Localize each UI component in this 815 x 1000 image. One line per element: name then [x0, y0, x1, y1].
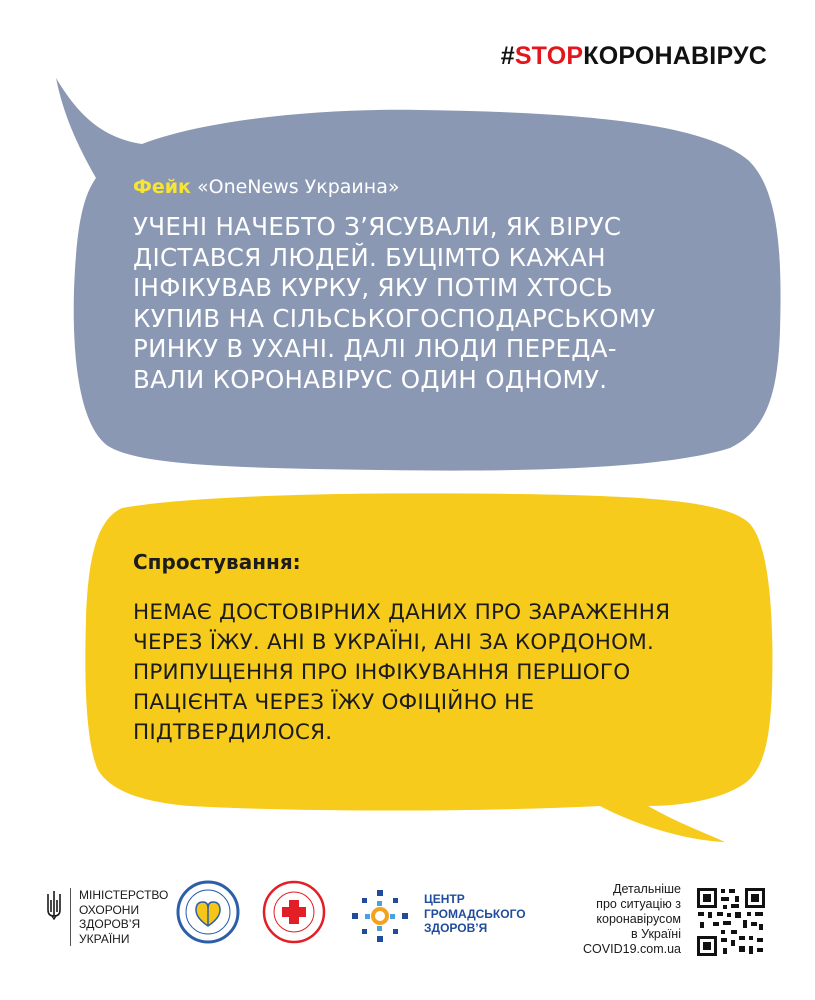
ministry-line: ОХОРОНИ	[79, 902, 140, 917]
fake-line: ВАЛИ КОРОНАВІРУС ОДИН ОДНОМУ.	[133, 364, 608, 394]
public-health-center-icon	[348, 888, 412, 944]
fake-label: Фейк	[133, 176, 191, 198]
debunk-line: ПІДТВЕРДИЛОСЯ.	[133, 720, 333, 745]
cgz-line: ГРОМАДСЬКОГО	[424, 906, 526, 921]
public-health-center-name	[424, 892, 526, 936]
hashtag-stop: STOP	[514, 42, 584, 70]
fake-source: «OneNews Украина»	[196, 176, 400, 198]
ministry-logo	[46, 888, 168, 946]
debunk-line: НЕМАЄ ДОСТОВІРНИХ ДАНИХ ПРО ЗАРАЖЕННЯ	[133, 600, 671, 625]
ministry-line: МІНІСТЕРСТВО	[79, 888, 169, 902]
debunk-line: ЧЕРЕЗ ЇЖУ. АНІ В УКРАЇНІ, АНІ ЗА КОРДОНОМ.	[133, 630, 655, 655]
qr-code-icon[interactable]	[695, 886, 767, 958]
fake-line: ДІСТАВСЯ ЛЮДЕЙ. БУЦІМТО КАЖАН	[133, 242, 606, 272]
ministry-line: УКРАЇНИ	[79, 931, 130, 946]
hashtag-prefix: #	[500, 42, 515, 70]
ministry-line: ЗДОРОВ’Я	[79, 917, 141, 931]
red-cross-society-logo	[262, 880, 326, 944]
info-line: в Україні	[630, 927, 681, 941]
debunk-text	[133, 598, 713, 748]
info-line: Детальніше	[612, 882, 681, 896]
info-line: про ситуацію з	[596, 897, 681, 911]
footer	[0, 880, 815, 980]
more-info-text	[583, 882, 681, 957]
cgz-line: ЗДОРОВ’Я	[424, 921, 488, 935]
fake-line: КУПИВ НА СІЛЬСЬКОГОСПОДАРСЬКОМУ	[133, 303, 656, 333]
debunk-line: ПРИПУЩЕННЯ ПРО ІНФІКУВАННЯ ПЕРШОГО	[133, 660, 631, 685]
fake-line: ІНФІКУВАВ КУРКУ, ЯКУ ПОТІМ ХТОСЬ	[133, 273, 613, 302]
info-line: коронавірусом	[596, 912, 681, 926]
ukrainian-association-logo	[176, 880, 240, 944]
debunk-line: ПАЦІЄНТА ЧЕРЕЗ ЇЖУ ОФІЦІЙНО НЕ	[133, 690, 535, 715]
fake-line: УЧЕНІ НАЧЕБТО З’ЯСУВАЛИ, ЯК ВІРУС	[133, 212, 622, 241]
fake-text	[133, 212, 713, 395]
fake-header	[133, 176, 399, 198]
website-link[interactable]: COVID19.com.ua	[583, 942, 681, 956]
cgz-line: ЦЕНТР	[424, 892, 465, 906]
trident-icon	[46, 890, 62, 920]
fake-line: РИНКУ В УХАНІ. ДАЛІ ЛЮДИ ПЕРЕДА-	[133, 334, 617, 363]
ministry-name	[70, 888, 168, 946]
debunk-title: Спростування:	[133, 550, 301, 574]
hashtag-rest: КОРОНАВІРУС	[583, 42, 767, 70]
